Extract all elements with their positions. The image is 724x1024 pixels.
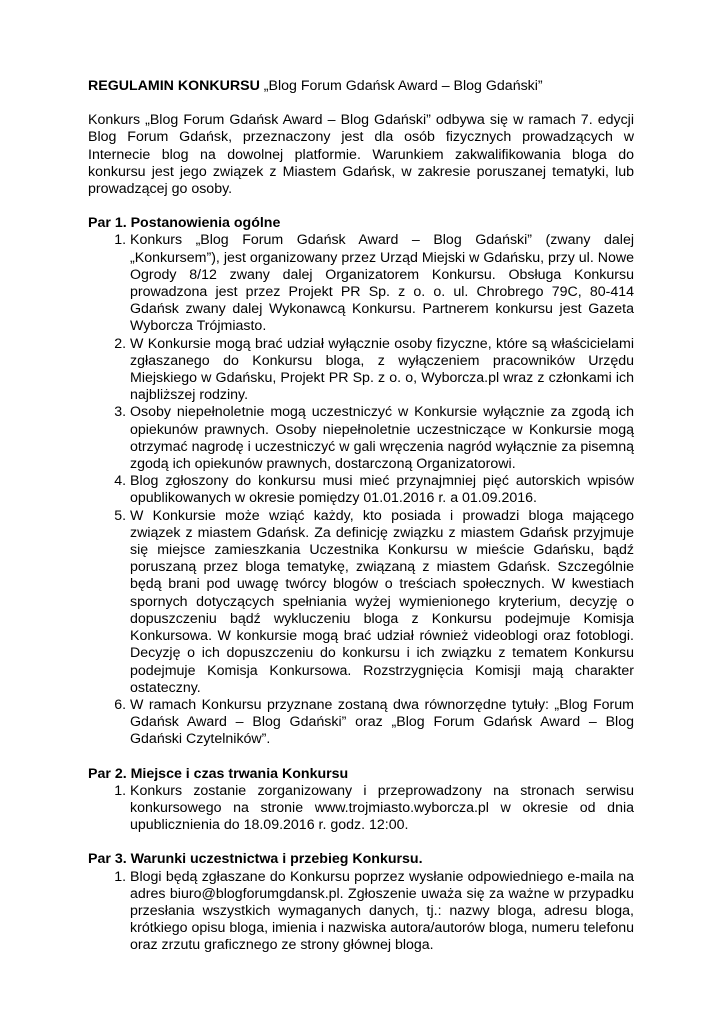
document-title [88, 78, 634, 95]
list-item: 1. Konkurs „Blog Forum Gdańsk Award – Blog Gdański” (zwany dalej „Konkursem”), jest organizowany przez Urząd Miejski w Gdańsku, przy ul. Nowe Ogrody 8/12 zwany dalej Organizatorem Konkursu. Obsługa Konkursu prowadzona jest przez Projekt PR Sp. z o. o. ul. Chrobrego 79C, 80-414 Gdańsk zwany dalej Wykonawcą Konkursu. Partnerem konkursu jest Gazeta Wyborcza Trójmiasto. [130, 232, 634, 335]
section-heading: Par 2. Miejsce i czas trwania Konkursu [88, 765, 349, 782]
section-par-1 [88, 215, 634, 748]
document-title-bold: REGULAMIN KONKURSU [88, 78, 260, 94]
intro-paragraph: Konkurs „Blog Forum Gdańsk Award – Blog Gdański” odbywa się w ramach 7. edycji Blog Forum Gdańsk, przeznaczony jest dla osób fizycznych prowadzących w Internecie blog na dowolnej platformie. Warunkiem zakwalifikowania bloga do konkursu jest jego związek z Miastem Gdańsk, w zakresie poruszanej tematyki, lub prowadzącej go osoby. [88, 112, 634, 198]
document-title-rest: „Blog Forum Gdańsk Award – Blog Gdański” [259, 78, 543, 94]
numbered-list [88, 783, 634, 835]
section-par-3 [88, 851, 634, 954]
list-item: 2. W Konkursie mogą brać udział wyłącznie osoby fizyczne, które są właścicielami zgłaszanego do Konkursu bloga, z wyłączeniem pracowników Urzędu Miejskiego w Gdańsku, Projekt PR Sp. z o. o, Wyborcza.pl wraz z członkami ich najbliższej rodziny. [130, 336, 634, 405]
list-item: 1. Konkurs zostanie zorganizowany i przeprowadzony na stronach serwisu konkursowego na stronie www.trojmiasto.wyborcza.pl w okresie od dnia upublicznienia do 18.09.2016 r. godz. 12:00. [130, 783, 634, 835]
section-heading: Par 3. Warunki uczestnictwa i przebieg Konkursu. [88, 851, 423, 868]
section-heading: Par 1. Postanowienia ogólne [88, 215, 281, 232]
list-item: 4. Blog zgłoszony do konkursu musi mieć przynajmniej pięć autorskich wpisów opublikowanych w okresie pomiędzy 01.01.2016 r. a 01.09.2016. [130, 473, 634, 507]
list-item: 1. Blogi będą zgłaszane do Konkursu poprzez wysłanie odpowiedniego e-maila na adres biuro@blogforumgdansk.pl. Zgłoszenie uważa się za ważne w przypadku przesłania wszystkich wymaganych danych, tj.: nazwy bloga, adresu bloga, krótkiego opisu bloga, imienia i nazwiska autora/autorów bloga, numeru telefonu oraz zrzutu graficznego ze strony głównej bloga. [130, 869, 634, 955]
list-item: 5. W Konkursie może wziąć każdy, kto posiada i prowadzi bloga mającego związek z miastem Gdańsk. Za definicję związku z miastem Gdańsk przyjmuje się miejsce zamieszkania Uczestnika Konkursu w mieście Gdańsku, bądź poruszaną przez bloga tematykę, związaną z miastem Gdańsk. Szczególnie będą brani pod uwagę twórcy blogów o treściach społecznych. W kwestiach spornych dotyczących spełniania wyżej wymienionego kryterium, decyzję o dopuszczeniu bądź wykluczeniu bloga z Konkursu podejmuje Komisja Konkursowa. W konkursie mogą brać udział również videoblogi oraz fotoblogi. Decyzję o ich dopuszczeniu do konkursu i ich związku z tematem Konkursu podejmuje Komisja Konkursowa. Rozstrzygnięcia Komisji mają charakter ostateczny. [130, 508, 634, 697]
list-item: 6. W ramach Konkursu przyznane zostaną dwa równorzędne tytuły: „Blog Forum Gdańsk Award – Blog Gdański” oraz „Blog Forum Gdańsk Award – Blog Gdański Czytelników”. [130, 697, 634, 749]
list-item: 3. Osoby niepełnoletnie mogą uczestniczyć w Konkursie wyłącznie za zgodą ich opiekunów prawnych. Osoby niepełnoletnie uczestniczące w Konkursie mogą otrzymać nagrodę i uczestniczyć w gali wręczenia nagród wyłącznie za pisemną zgodą ich opiekunów prawnych, dostarczoną Organizatorowi. [130, 404, 634, 473]
section-par-2 [88, 766, 634, 835]
numbered-list [88, 869, 634, 955]
numbered-list [88, 232, 634, 748]
